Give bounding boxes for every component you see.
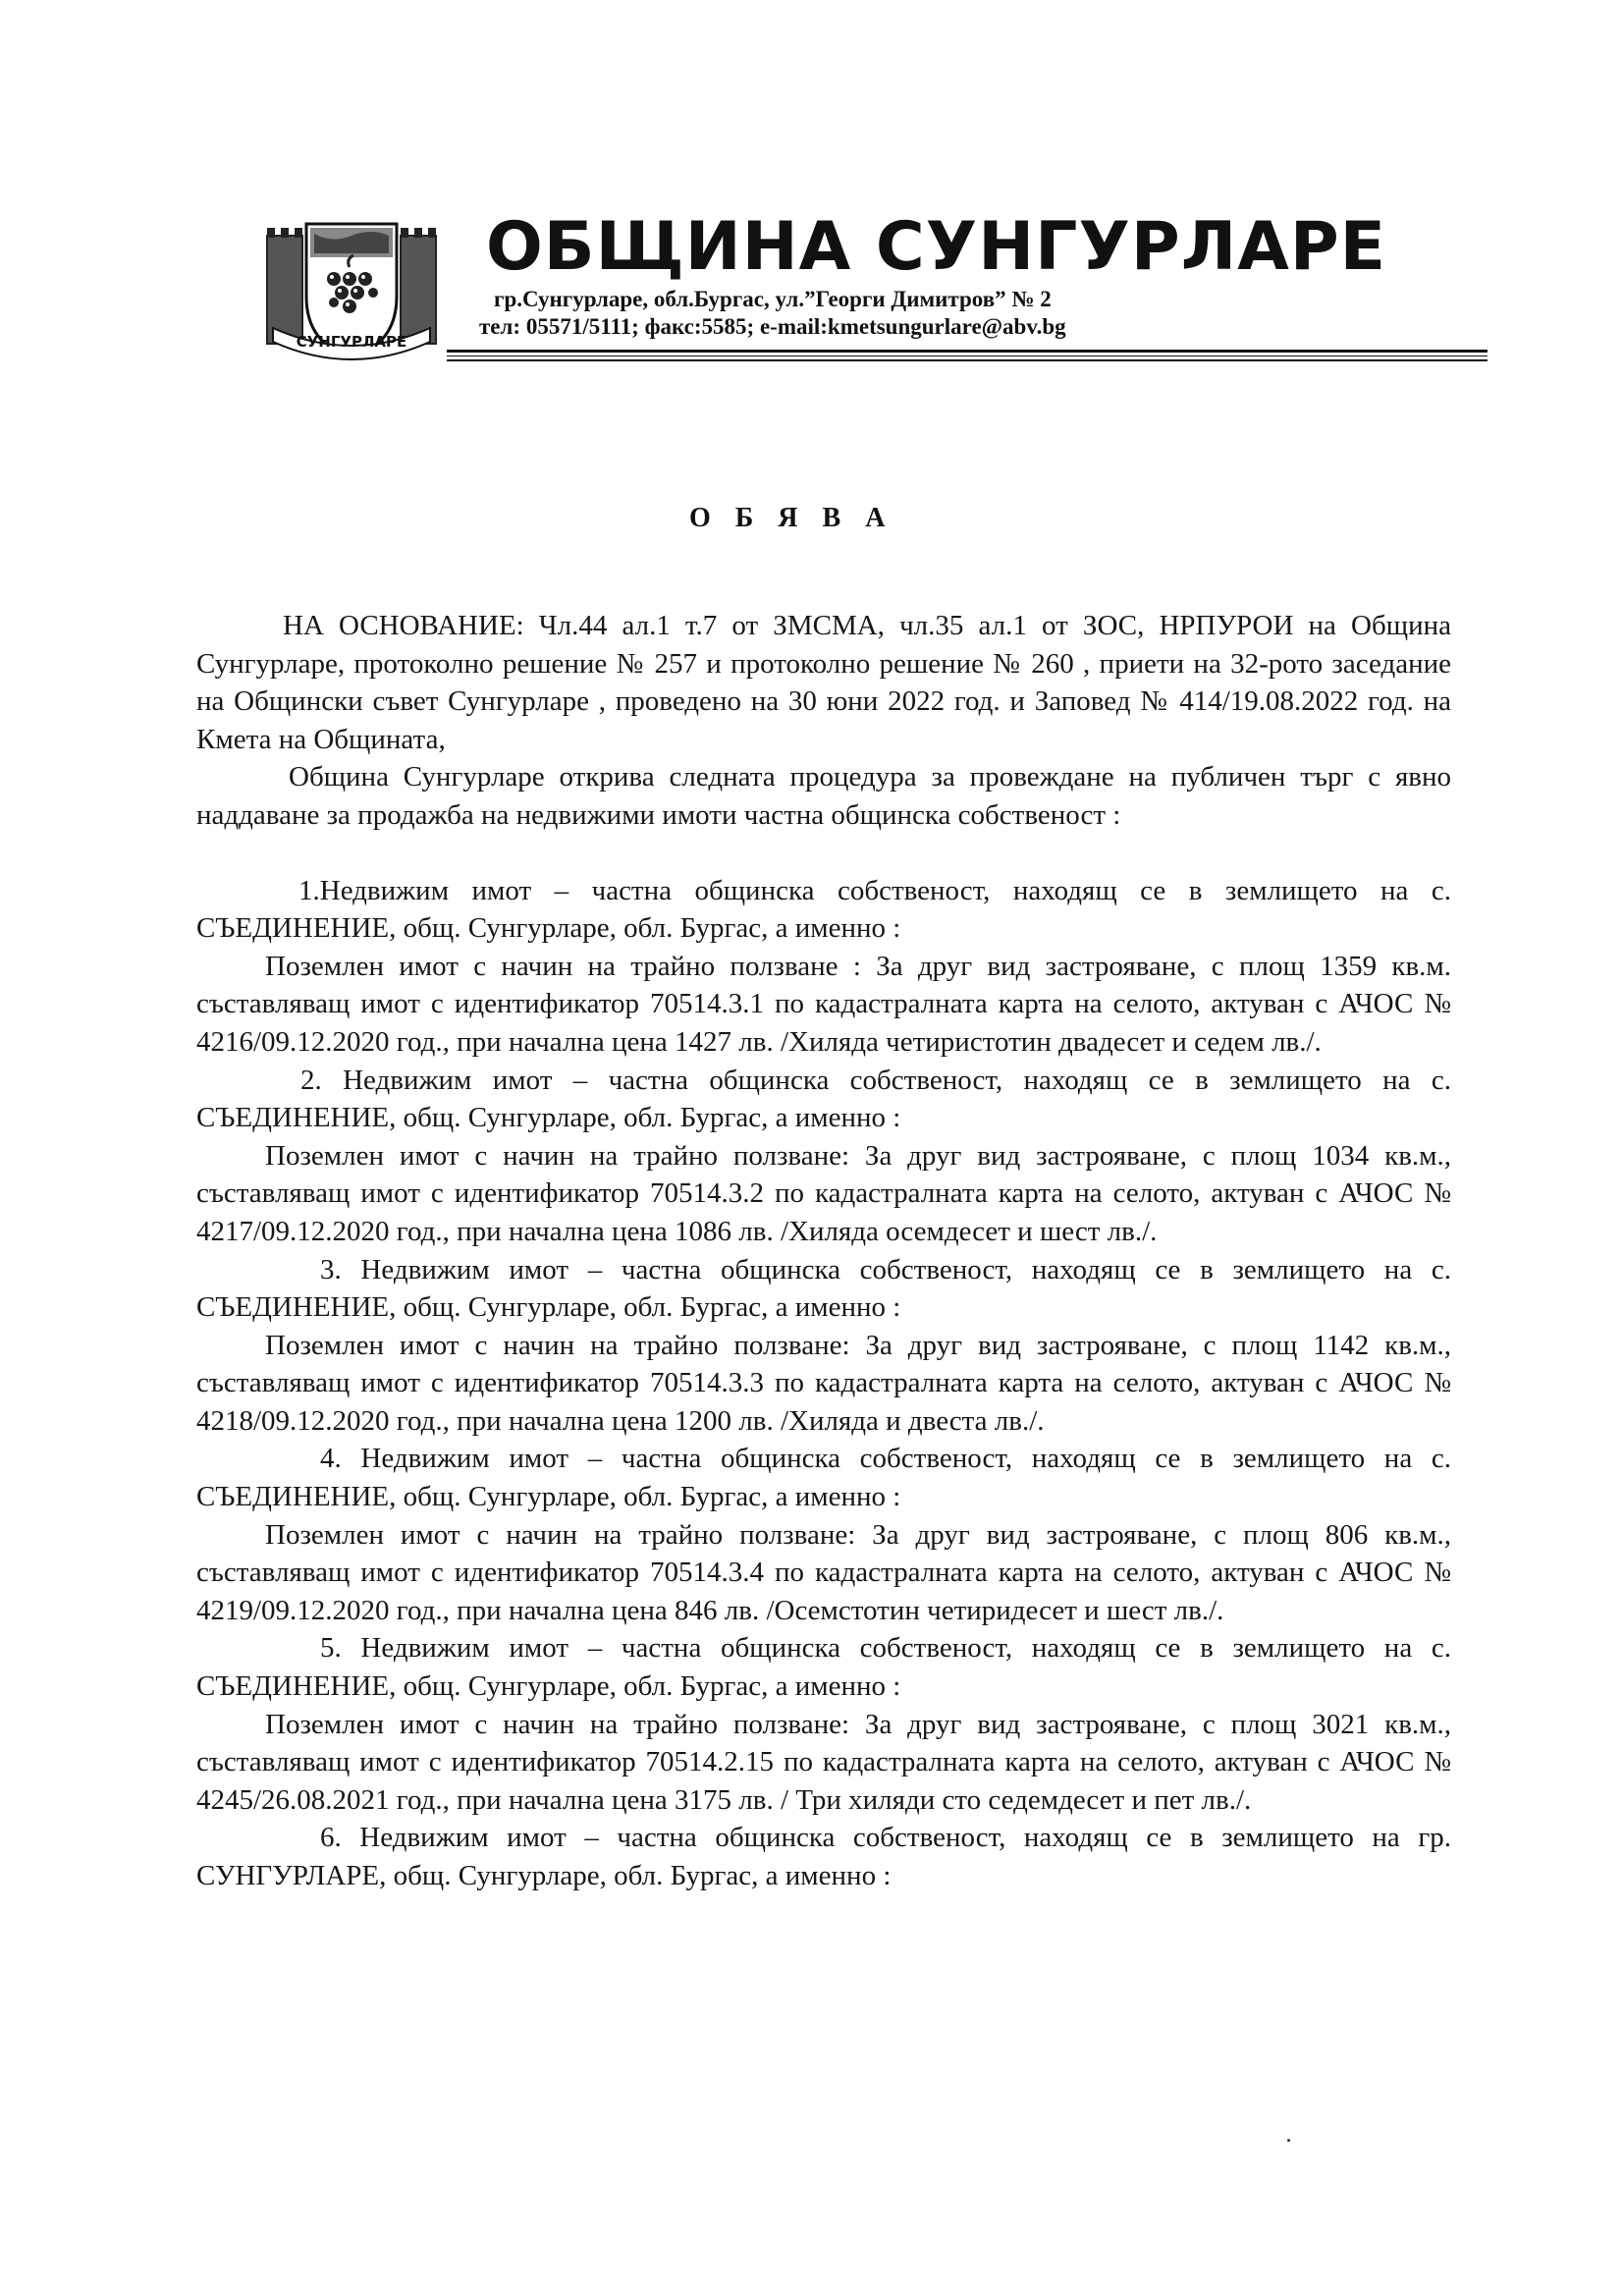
property-item-text: Поземлен имот с начин на трайно ползване: За друг вид застрояване, с площ 1034 кв.м., съставляващ имот с идентификатор 70514.3.2 по кадастралната карта на селото, актуван с АЧОС № 4217/09.12.2020 год., при начална цена 1086 лв. /Хиляда осемдесет и шест лв./.	[196, 1139, 1451, 1247]
property-item-heading: 1.Недвижим имот – частна общинска собственост, находящ се в землището на с. СЪЕДИНЕНИЕ, общ. Сунгурларе, обл. Бургас, а именно :	[196, 874, 1451, 945]
scan-speck	[1287, 2139, 1290, 2142]
legal-basis-paragraph: НА ОСНОВАНИЕ: Чл.44 ал.1 т.7 от ЗМСМА, чл.35 ал.1 от ЗОС, НРПУРОИ на Община Сунгурларе, протоколно решение № 257 и протоколно решение № 260 , приети на 32-рото заседание на Общински съвет Сунгурларе , проведено на 30 юни 2022 год. и Заповед № 414/19.08.2022 год. на Кмета на Общината,	[196, 610, 1451, 755]
property-item-text: Поземлен имот с начин на трайно ползване: За друг вид застрояване, с площ 806 кв.м., съставляващ имот с идентификатор 70514.3.4 по кадастралната карта на селото, актуван с АЧОС № 4219/09.12.2020 год., при начална цена 846 лв. /Осемстотин четиридесет и шест лв./.	[196, 1518, 1451, 1626]
municipal-crest-icon	[263, 218, 440, 360]
property-item-text: Поземлен имот с начин на трайно ползване: За друг вид застрояване, с площ 1142 кв.м., съставляващ имот с идентификатор 70514.3.3 по кадастралната карта на селото, актуван с АЧОС № 4218/09.12.2020 год., при начална цена 1200 лв. /Хиляда и двеста лв./.	[196, 1329, 1451, 1437]
property-item-heading: 2. Недвижим имот – частна общинска собственост, находящ се в землището на с. СЪЕДИНЕНИЕ, общ. Сунгурларе, обл. Бургас, а именно :	[196, 1064, 1451, 1134]
document-body	[196, 607, 1451, 1895]
document-heading: О Б Я В А	[689, 503, 894, 533]
organization-contacts: тел: 05571/5111; факс:5585; e-mail:kmetsungurlare@abv.bg	[479, 314, 1066, 339]
letterhead-divider-thin	[447, 355, 1488, 356]
crest-ribbon-label: СУНГУРЛАРЕ	[296, 333, 407, 351]
property-item-text: Поземлен имот с начин на трайно ползване : За друг вид застрояване, с площ 1359 кв.м. съставляващ имот с идентификатор 70514.3.1 по кадастралната карта на селото, актуван с АЧОС № 4216/09.12.2020 год., при начална цена 1427 лв. /Хиляда четиристотин двадесет и седем лв./.	[196, 950, 1451, 1058]
property-item-text: Поземлен имот с начин на трайно ползване: За друг вид застрояване, с площ 3021 кв.м., съставляващ имот с идентификатор 70514.2.15 по кадастралната карта на селото, актуван с АЧОС № 4245/26.08.2021 год., при начална цена 3175 лв. / Три хиляди сто седемдесет и пет лв./.	[196, 1708, 1451, 1816]
opening-paragraph: Община Сунгурларе открива следната процедура за провеждане на публичен търг с явно наддаване за продажба на недвижими имоти частна общинска собственост :	[196, 761, 1451, 831]
letterhead-divider-lower	[447, 359, 1488, 361]
letterhead-divider	[447, 350, 1488, 353]
property-item-heading: 5. Недвижим имот – частна общинска собственост, находящ се в землището на с. СЪЕДИНЕНИЕ, общ. Сунгурларе, обл. Бургас, а именно :	[196, 1632, 1451, 1703]
property-item-heading: 3. Недвижим имот – частна общинска собственост, находящ се в землището на с. СЪЕДИНЕНИЕ, общ. Сунгурларе, обл. Бургас, а именно :	[196, 1253, 1451, 1324]
organization-title: ОБЩИНА СУНГУРЛАРЕ	[486, 208, 1387, 286]
property-item-heading: 6. Недвижим имот – частна общинска собственост, находящ се в землището на гр. СУНГУРЛАРЕ, общ. Сунгурларе, обл. Бургас, а именно :	[196, 1822, 1451, 1891]
organization-address: гр.Сунгурларе, обл.Бургас, ул.”Георги Димитров” № 2	[494, 287, 1052, 311]
property-item-heading: 4. Недвижим имот – частна общинска собственост, находящ се в землището на с. СЪЕДИНЕНИЕ, общ. Сунгурларе, обл. Бургас, а именно :	[196, 1443, 1451, 1513]
